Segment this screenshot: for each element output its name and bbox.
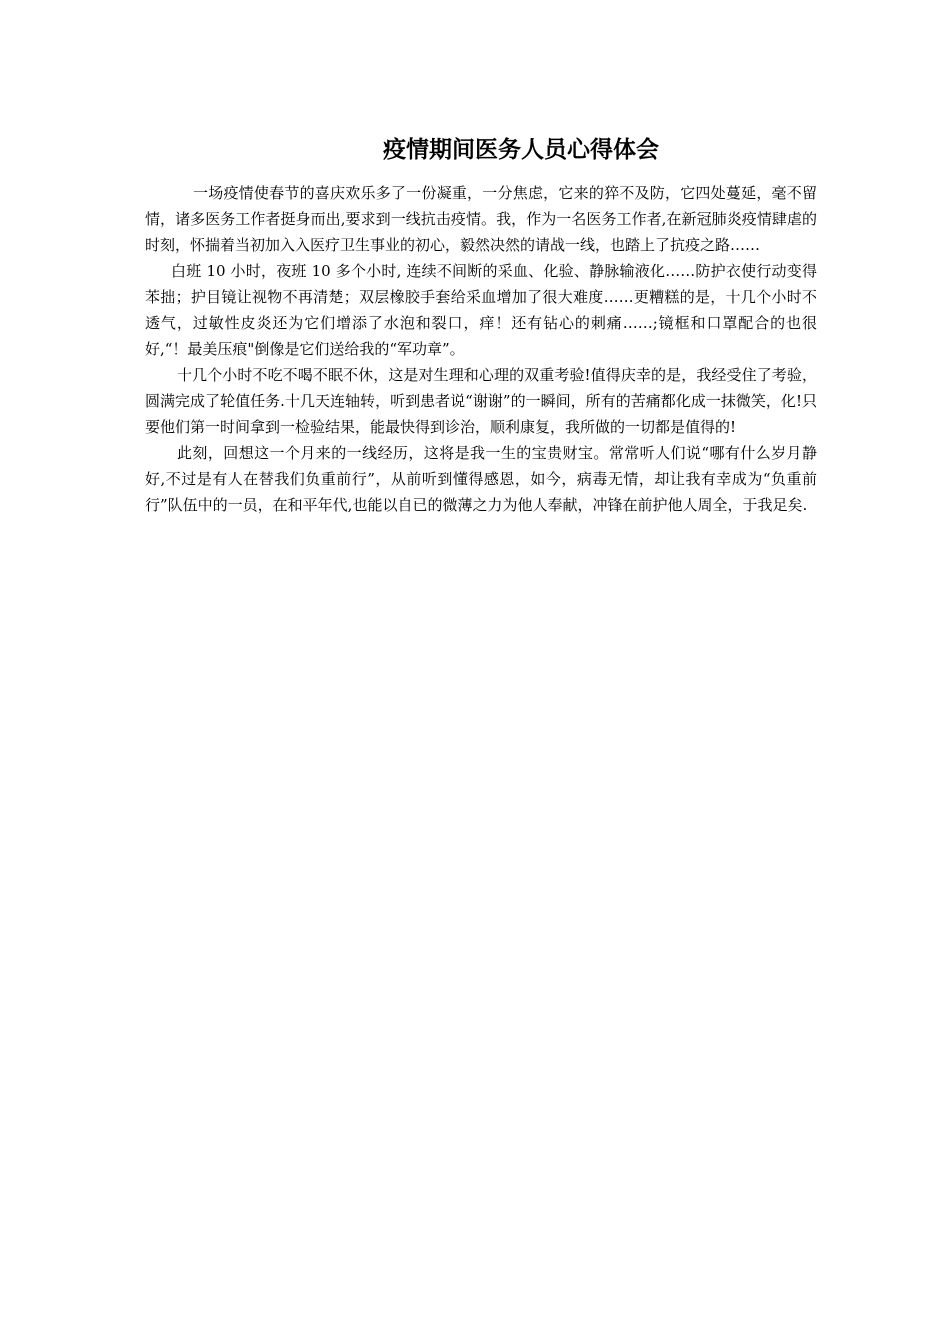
paragraph-2: 白班 10 小时，夜班 10 多个小时, 连续不间断的采血、化验、静脉输液化……防护衣使行动变得苯拙；护目镜让视物不再清楚；双层橡胶手套给采血增加了很大难度……更糟糕的是，十几个小时不透气，过敏性皮炎还为它们增添了水泡和裂口，痒！还有钻心的刺痛……;镜框和口罩配合的也很好,“！最美压痕"倒像是它们送给我的“军功章”。: [145, 262, 817, 358]
paragraph-4: 此刻，回想这一个月来的一线经历，这将是我一生的宝贵财宝。常常听人们说“哪有什么岁月静好,不过是有人在替我们负重前行”，从前听到懂得感恩，如今，病毒无情，却让我有幸成为“负重前行”队伍中的一员，在和平年代,也能以自已的微薄之力为他人奉献，冲锋在前护他人周全，于我足矣.: [145, 444, 817, 514]
document-title: 疫情期间医务人员心得体会: [383, 137, 659, 163]
paragraph-1: 一场疫情使春节的喜庆欢乐多了一份凝重，一分焦虑，它来的猝不及防，它四处蔓延，毫不留情，诸多医务工作者挺身而出,要求到一线抗击疫情。我，作为一名医务工作者,在新冠肺炎疫情肆虐的时刻，怀揣着当初加入入医疗卫生事业的初心，毅然决然的请战一线，也踏上了抗疫之路……: [145, 184, 817, 254]
document-body: [145, 128, 817, 518]
paragraph-3: 十几个小时不吃不喝不眠不休，这是对生理和心理的双重考验!值得庆幸的是，我经受住了考验，圆满完成了轮值任务.十几天连轴转，听到患者说“谢谢”的一瞬间，所有的苦痛都化成一抹微笑，化!只要他们第一时间拿到一检验结果，能最快得到诊治，顺利康复，我所做的一切都是值得的!: [145, 366, 817, 436]
